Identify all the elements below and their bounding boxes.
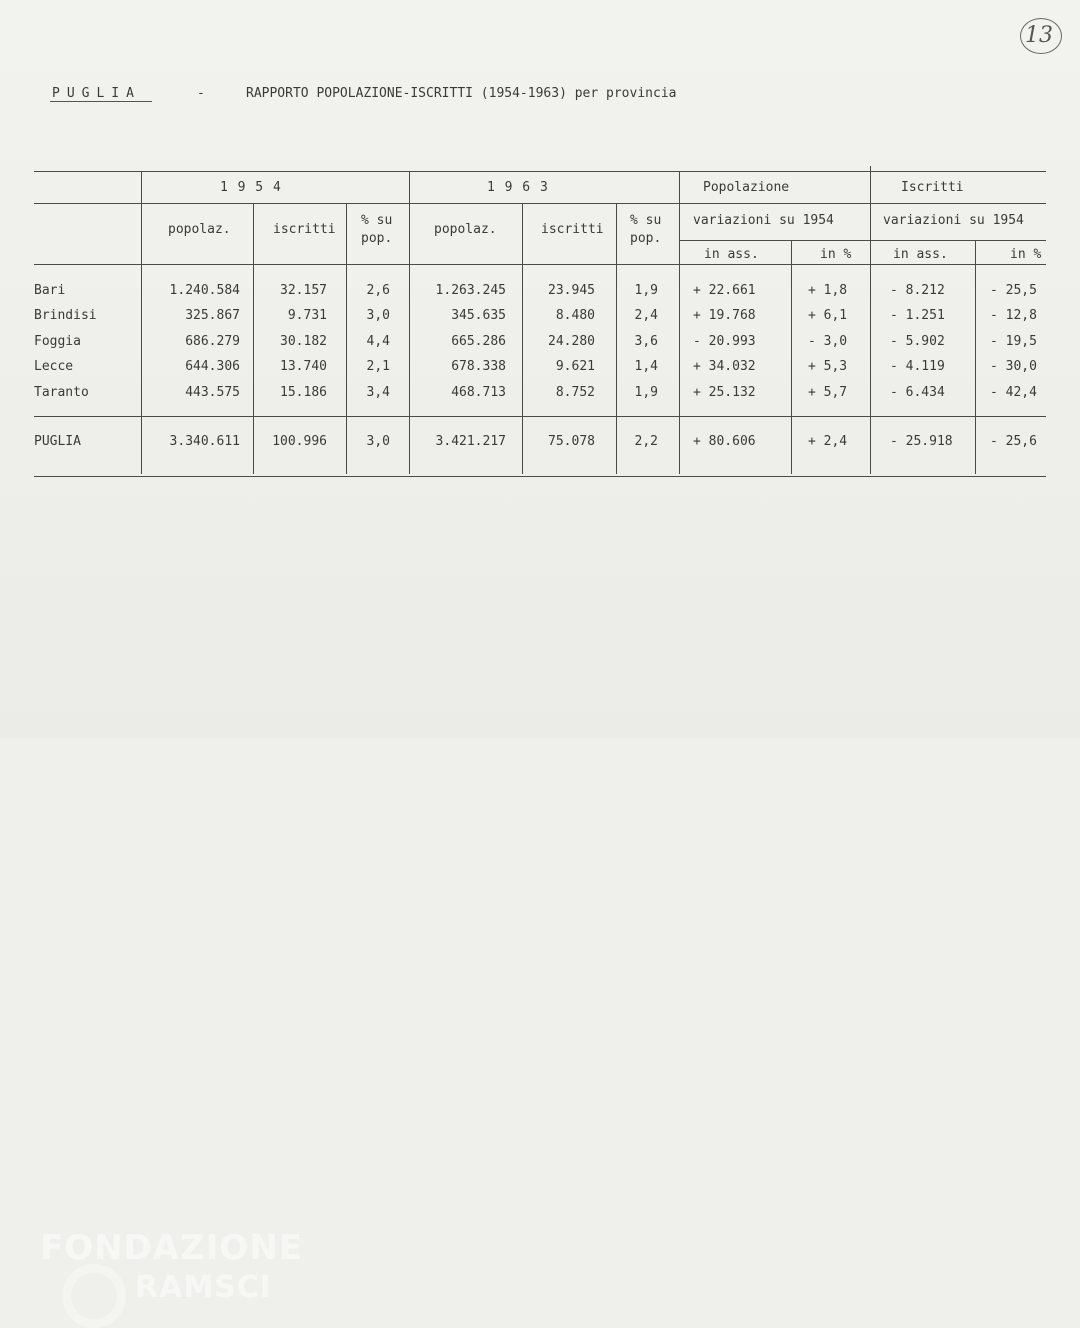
row-taranto-var-isc-pct: - 42,4	[990, 385, 1037, 400]
subheader-iscritti-1963: iscritti	[541, 222, 604, 237]
subheader-pop-1963: pop.	[630, 231, 662, 246]
row-lecce-provincia: Lecce	[34, 359, 74, 374]
total-row-var-pop-ass: + 80.606	[693, 434, 756, 449]
row-lecce-isc63: 9.621	[555, 359, 595, 374]
row-bari-isc63: 23.945	[548, 283, 595, 298]
row-taranto-isc63: 8.752	[555, 385, 595, 400]
subheader-in-ass-isc: in ass.	[893, 247, 948, 262]
row-bari-pct54: 2,6	[366, 283, 390, 298]
table-top-rule	[34, 171, 1046, 172]
row-brindisi-pct54: 3,0	[366, 308, 390, 323]
row-foggia-var-isc-ass: - 5.902	[890, 334, 945, 349]
row-lecce-pct54: 2,1	[366, 359, 390, 374]
row-bari-var-isc-pct: - 25,5	[990, 283, 1037, 298]
col-divider	[679, 171, 680, 474]
row-bari-var-isc-ass: - 8.212	[890, 283, 945, 298]
row-taranto-provincia: Taranto	[34, 385, 89, 400]
document-title: RAPPORTO POPOLAZIONE-ISCRITTI (1954-1963) per provincia	[246, 86, 677, 101]
col-divider	[616, 203, 617, 474]
subheader-variazioni-isc: variazioni su 1954	[883, 213, 1024, 228]
subheader-in-pct-pop: in %	[820, 247, 852, 262]
page-number: 13	[1025, 23, 1053, 48]
row-bari-pop54: 1.240.584	[169, 283, 240, 298]
row-lecce-pct63: 1,4	[634, 359, 658, 374]
row-foggia-isc54: 30.182	[280, 334, 327, 349]
total-row-pop63: 3.421.217	[435, 434, 506, 449]
row-brindisi-isc54: 9.731	[287, 308, 327, 323]
watermark-line1: FONDAZIONE	[40, 1228, 304, 1268]
row-bari-pop63: 1.263.245	[435, 283, 506, 298]
row-taranto-var-isc-ass: - 6.434	[890, 385, 945, 400]
row-brindisi-var-isc-ass: - 1.251	[890, 308, 945, 323]
row-foggia-pop54: 686.279	[185, 334, 240, 349]
total-row-provincia: PUGLIA	[34, 434, 81, 449]
col-divider	[791, 240, 792, 474]
total-row-isc63: 75.078	[548, 434, 595, 449]
total-row-pct63: 2,2	[634, 434, 658, 449]
subheader-popolaz-1954: popolaz.	[168, 222, 231, 237]
col-divider	[975, 240, 976, 474]
row-brindisi-isc63: 8.480	[555, 308, 595, 323]
row-taranto-pct63: 1,9	[634, 385, 658, 400]
row-brindisi-pct63: 2,4	[634, 308, 658, 323]
row-foggia-pct54: 4,4	[366, 334, 390, 349]
total-separator-rule	[34, 416, 1046, 417]
subheader-popolaz-1963: popolaz.	[434, 222, 497, 237]
row-bari-var-pop-ass: + 22.661	[693, 283, 756, 298]
row-foggia-provincia: Foggia	[34, 334, 81, 349]
subheader-in-pct-isc: in %	[1010, 247, 1042, 262]
header-iscritti: Iscritti	[901, 180, 964, 195]
row-taranto-pop54: 443.575	[185, 385, 240, 400]
row-lecce-var-isc-pct: - 30,0	[990, 359, 1037, 374]
row-taranto-var-pop-ass: + 25.132	[693, 385, 756, 400]
row-brindisi-pop63: 345.635	[451, 308, 506, 323]
row-taranto-isc54: 15.186	[280, 385, 327, 400]
col-divider	[253, 203, 254, 474]
subheader-rule	[680, 240, 1046, 241]
row-bari-var-pop-pct: + 1,8	[808, 283, 848, 298]
header-bottom-rule	[34, 264, 1046, 265]
row-lecce-var-isc-ass: - 4.119	[890, 359, 945, 374]
watermark-g-logo	[62, 1264, 126, 1328]
row-brindisi-var-pop-ass: + 19.768	[693, 308, 756, 323]
row-foggia-isc63: 24.280	[548, 334, 595, 349]
row-brindisi-provincia: Brindisi	[34, 308, 97, 323]
header-1963: 1 9 6 3	[487, 180, 549, 195]
subheader-in-ass-pop: in ass.	[704, 247, 759, 262]
subheader-pop-1954: pop.	[361, 231, 393, 246]
col-divider	[141, 171, 142, 474]
row-lecce-var-pop-pct: + 5,3	[808, 359, 848, 374]
row-bari-isc54: 32.157	[280, 283, 327, 298]
row-brindisi-var-pop-pct: + 6,1	[808, 308, 848, 323]
total-row-var-isc-pct: - 25,6	[990, 434, 1037, 449]
subheader-pct-su-1954: % su	[361, 213, 393, 228]
row-foggia-var-isc-pct: - 19,5	[990, 334, 1037, 349]
row-bari-provincia: Bari	[34, 283, 66, 298]
row-foggia-pct63: 3,6	[634, 334, 658, 349]
row-brindisi-var-isc-pct: - 12,8	[990, 308, 1037, 323]
row-lecce-var-pop-ass: + 34.032	[693, 359, 756, 374]
total-row-pop54: 3.340.611	[169, 434, 240, 449]
header-1954: 1 9 5 4	[220, 180, 282, 195]
col-divider	[522, 203, 523, 474]
row-foggia-var-pop-pct: - 3,0	[808, 334, 848, 349]
group-header-rule	[34, 203, 1046, 204]
header-popolazione: Popolazione	[703, 180, 790, 195]
col-divider	[409, 171, 410, 474]
table-bottom-rule	[34, 476, 1046, 477]
region-name: PUGLIA	[52, 86, 141, 101]
watermark-line2: RAMSCI	[135, 1270, 272, 1305]
row-bari-pct63: 1,9	[634, 283, 658, 298]
row-lecce-isc54: 13.740	[280, 359, 327, 374]
row-taranto-pct54: 3,4	[366, 385, 390, 400]
row-lecce-pop54: 644.306	[185, 359, 240, 374]
row-taranto-pop63: 468.713	[451, 385, 506, 400]
total-row-isc54: 100.996	[272, 434, 327, 449]
row-brindisi-pop54: 325.867	[185, 308, 240, 323]
subheader-pct-su-1963: % su	[630, 213, 662, 228]
region-underline	[50, 101, 152, 102]
title-separator: -	[197, 86, 205, 101]
total-row-var-isc-ass: - 25.918	[890, 434, 953, 449]
col-divider	[346, 203, 347, 474]
row-foggia-pop63: 665.286	[451, 334, 506, 349]
subheader-variazioni-pop: variazioni su 1954	[693, 213, 834, 228]
subheader-iscritti-1954: iscritti	[273, 222, 336, 237]
total-row-pct54: 3,0	[366, 434, 390, 449]
total-row-var-pop-pct: + 2,4	[808, 434, 848, 449]
col-divider	[870, 166, 871, 474]
row-taranto-var-pop-pct: + 5,7	[808, 385, 848, 400]
row-lecce-pop63: 678.338	[451, 359, 506, 374]
row-foggia-var-pop-ass: - 20.993	[693, 334, 756, 349]
